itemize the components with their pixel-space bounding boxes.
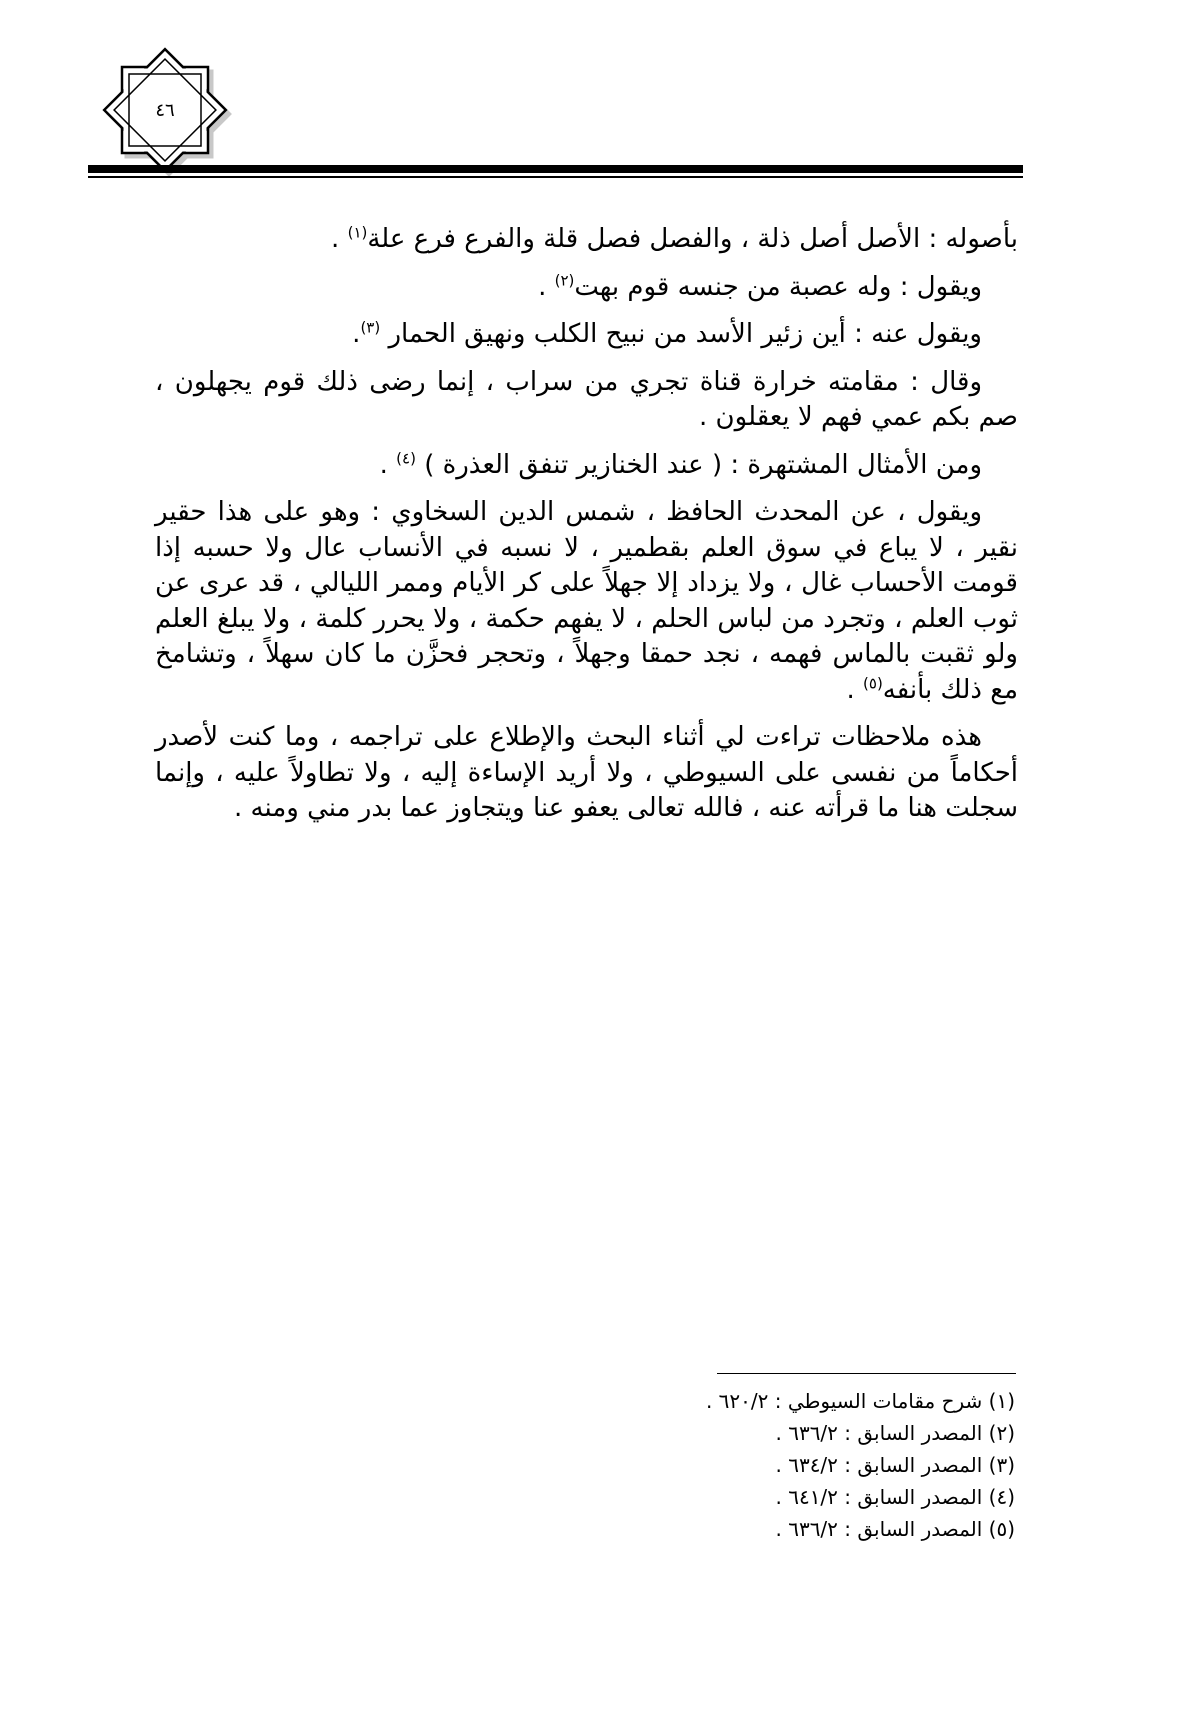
footnote: (٥) المصدر السابق : ٦٣٦/٢ . [775,1517,1015,1541]
page-number: ٤٦ [155,99,175,121]
header-rule-thick [88,165,1023,173]
paragraph: ويقول عنه : أين زئير الأسد من نبيح الكلب ونهيق الحمار $^{(٣)}$. [352,318,982,349]
footnote-ref: (٤) [396,448,416,467]
footnote-divider [717,1373,1016,1374]
paragraph: هذه ملاحظات تراءت لي أثناء البحث والإطلاع على تراجمه ، وما كنت لأصدر أحكاماً من نفسى على السيوطي ، ولا أريد الإساءة إليه ، ولا تطاولاً عليه ، وإنما سجلت هنا ما قرأته عنه ، فالله تعالى يعفو عنا ويتجاوز عما بدر مني ومنه . [155,722,1018,823]
footnote-ref: (٣) [360,318,381,337]
paragraph: ومن الأمثال المشتهرة : ( عند الخنازير تنفق العذرة ) $^{(٤)}$ . [379,448,982,480]
footnote: (٣) المصدر السابق : ٦٣٤/٢ . [775,1453,1015,1477]
footnote: (٢) المصدر السابق : ٦٣٦/٢ . [775,1421,1015,1445]
page-number-badge [95,40,235,180]
footnote: (١) شرح مقامات السيوطي : ٦٢٠/٢ . [705,1389,1015,1413]
footnote-ref: (١) [347,223,368,242]
paragraph: ويقول : وله عصبة من جنسه قوم بهت$^{(٢)}$ . [538,270,982,302]
footnote-ref: (٢) [554,270,575,289]
header-rule-thin [88,176,1023,178]
paragraph: ويقول ، عن المحدث الحافظ ، شمس الدين السخاوي : وهو على هذا حقير نقير ، لا يباع في سوق العلم بقطمير ، لا نسبه في الأنساب عال ولا حسبه إذا قومت الأحساب غال ، ولا يزداد إلا جهلاً على كر الأيام وممر الليالي ، قد عرى عن ثوب العلم ، وتجرد من لباس الحلم ، لا يفهم حكمة ، ولا يحرر كلمة ، ولا يبلغ العلم ولو ثقبت بالماس فهمه ، نجد حمقا وجهلاً ، وتحجر فحزَّن ما كان سهلاً ، وتشامخ مع ذلك بأنفه$^{(٥)}$ . [155,497,1018,705]
paragraph: بأصوله : الأصل أصل ذلة ، والفصل فصل قلة والفرع فرع علة$^{(١)}$ . [331,223,1018,254]
footnote-ref: (٥) [863,673,883,692]
paragraph: وقال : مقامته خرارة قناة تجري من سراب ، إنما رضى ذلك قوم يجهلون ، صم بكم عمي فهم لا يعقلون . [155,366,1018,432]
footnotes [600,1385,1015,1545]
footnote: (٤) المصدر السابق : ٦٤١/٢ . [775,1485,1015,1509]
body-text [155,222,1018,839]
